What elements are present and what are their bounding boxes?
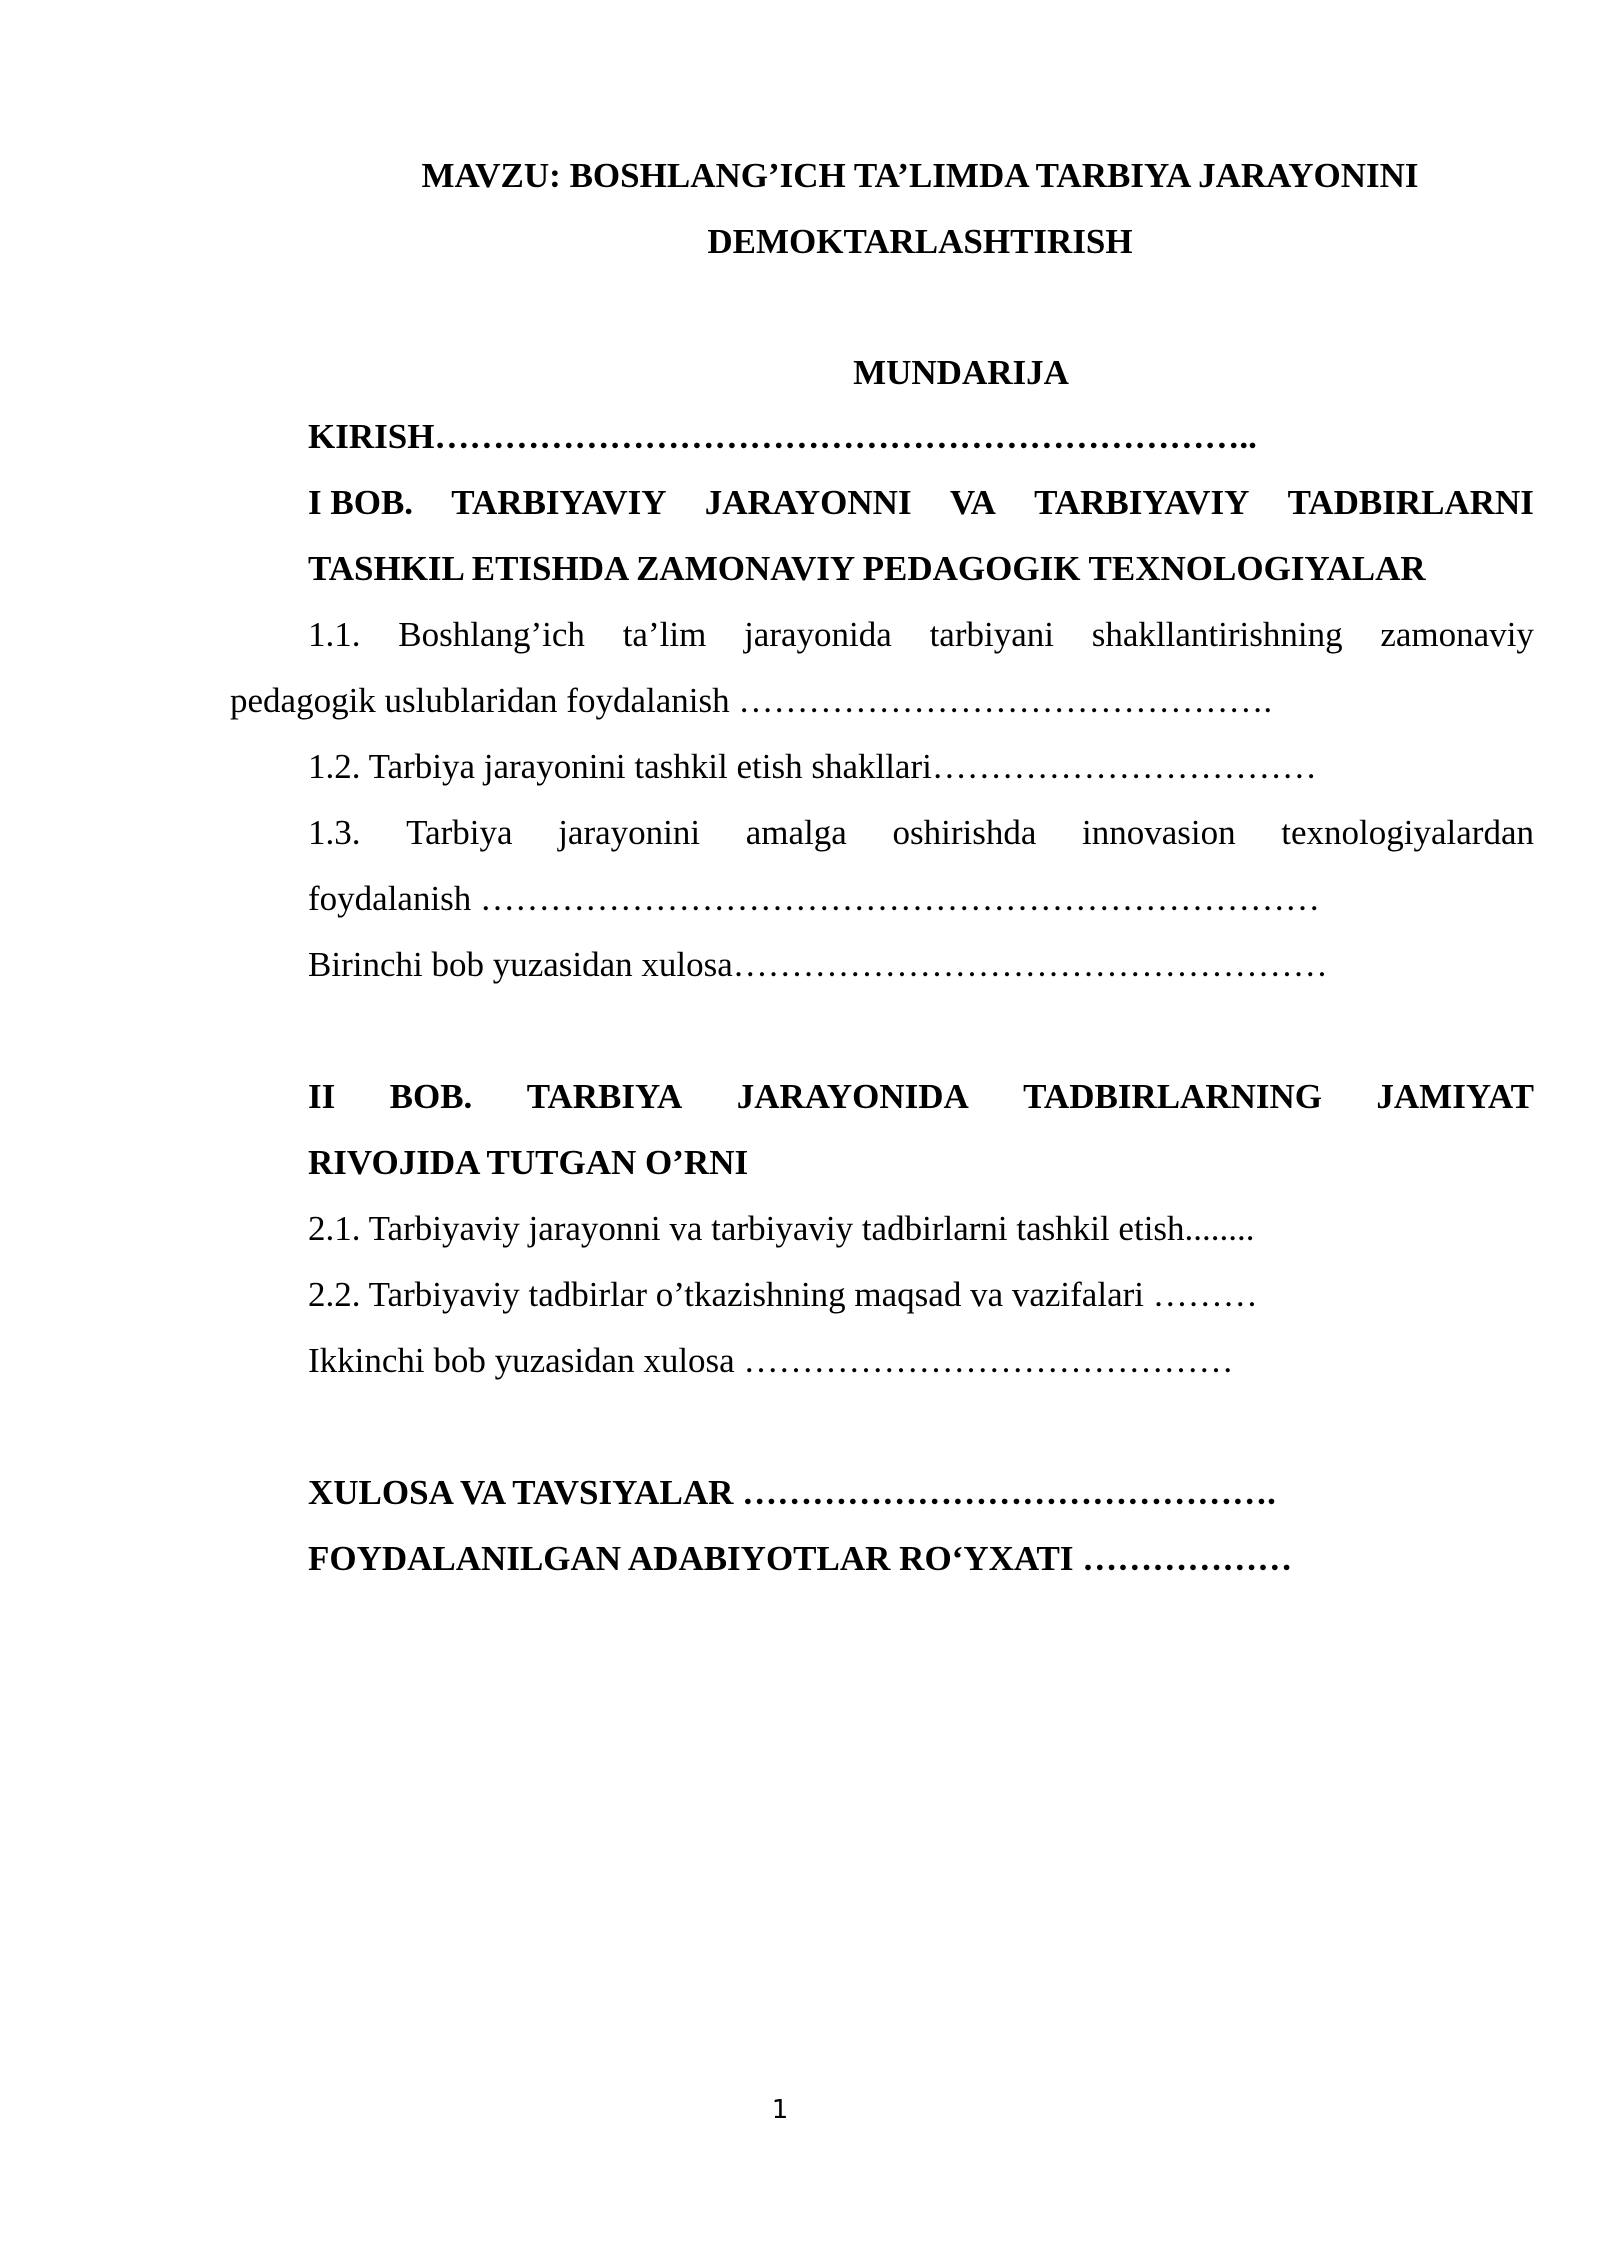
table-of-contents — [230, 404, 1534, 1592]
word: 1.3. — [308, 813, 361, 852]
toc-item-1-3-continued: foydalanish ……………………………………………………………… — [308, 879, 1321, 918]
word: I BOB. — [308, 483, 414, 522]
word: jarayonida — [744, 615, 892, 654]
toc-item-2-1: 2.1. Tarbiyaviy jarayonni va tarbiyaviy tadbirlarni tashkil etish........ — [308, 1209, 1255, 1248]
word: 1.1. — [308, 615, 361, 654]
title-line-1: MAVZU: BOSHLANG’ICH TA’LIMDA TARBIYA JARAYONINI — [421, 156, 1419, 195]
toc-item-1-1 — [230, 602, 1534, 668]
document-title — [230, 143, 1600, 275]
word: TADBIRLARNING — [1023, 1077, 1323, 1116]
spacer — [230, 998, 1534, 1064]
title-line-2: DEMOKTARLASHTIRISH — [707, 222, 1133, 261]
spacer — [230, 1394, 1534, 1460]
toc-references: FOYDALANILGAN ADABIYOTLAR RO‘YXATI ……………… — [308, 1539, 1293, 1578]
page-number: 1 — [771, 2095, 789, 2125]
word: Tarbiya — [406, 813, 513, 852]
word: JARAYONIDA — [736, 1077, 969, 1116]
toc-item-1-3 — [230, 800, 1534, 866]
word: shakllantirishning — [1091, 615, 1343, 654]
word: jarayonini — [558, 813, 701, 852]
toc-chapter2-heading-line2: RIVOJIDA TUTGAN O’RNI — [308, 1143, 749, 1182]
word: Boshlang’ich — [398, 615, 585, 654]
word: TADBIRLARNI — [1287, 483, 1534, 522]
word: zamonaviy — [1380, 615, 1534, 654]
word: II — [308, 1077, 336, 1116]
toc-item-2-2: 2.2. Tarbiyaviy tadbirlar o’tkazishning maqsad va vazifalari ……… — [308, 1275, 1258, 1314]
word: JAMIYAT — [1376, 1077, 1534, 1116]
toc-conclusion: XULOSA VA TAVSIYALAR ………………………………………. — [308, 1473, 1276, 1512]
word: VA — [949, 483, 996, 522]
word: TARBIYAVIY — [451, 483, 667, 522]
toc-heading: MUNDARIJA — [853, 353, 1069, 392]
word: TARBIYA — [526, 1077, 683, 1116]
word: ta’lim — [622, 615, 707, 654]
toc-chapter1-heading-line2: TASHKIL ETISHDA ZAMONAVIY PEDAGOGIK TEXNOLOGIYALAR — [308, 549, 1426, 588]
word: amalga — [745, 813, 847, 852]
word: BOB. — [389, 1077, 473, 1116]
toc-item-1-2: 1.2. Tarbiya jarayonini tashkil etish shakllari…………………………… — [308, 747, 1317, 786]
toc-chapter2-heading-line1 — [230, 1064, 1534, 1130]
word: TARBIYAVIY — [1034, 483, 1250, 522]
word: tarbiyani — [929, 615, 1054, 654]
toc-chapter1-heading-line1 — [230, 470, 1534, 536]
toc-intro: KIRISH…………………………………………………………….. — [308, 417, 1257, 456]
word: oshirishda — [892, 813, 1037, 852]
toc-chapter2-summary: Ikkinchi bob yuzasidan xulosa …………………………………… — [308, 1341, 1234, 1380]
word: innovasion — [1082, 813, 1236, 852]
toc-chapter1-summary: Birinchi bob yuzasidan xulosa…………………………………………… — [308, 945, 1328, 984]
word: texnologiyalardan — [1281, 813, 1534, 852]
toc-item-1-1-continued: pedagogik uslublaridan foydalanish ………………………………………. — [230, 681, 1273, 720]
word: JARAYONNI — [704, 483, 912, 522]
